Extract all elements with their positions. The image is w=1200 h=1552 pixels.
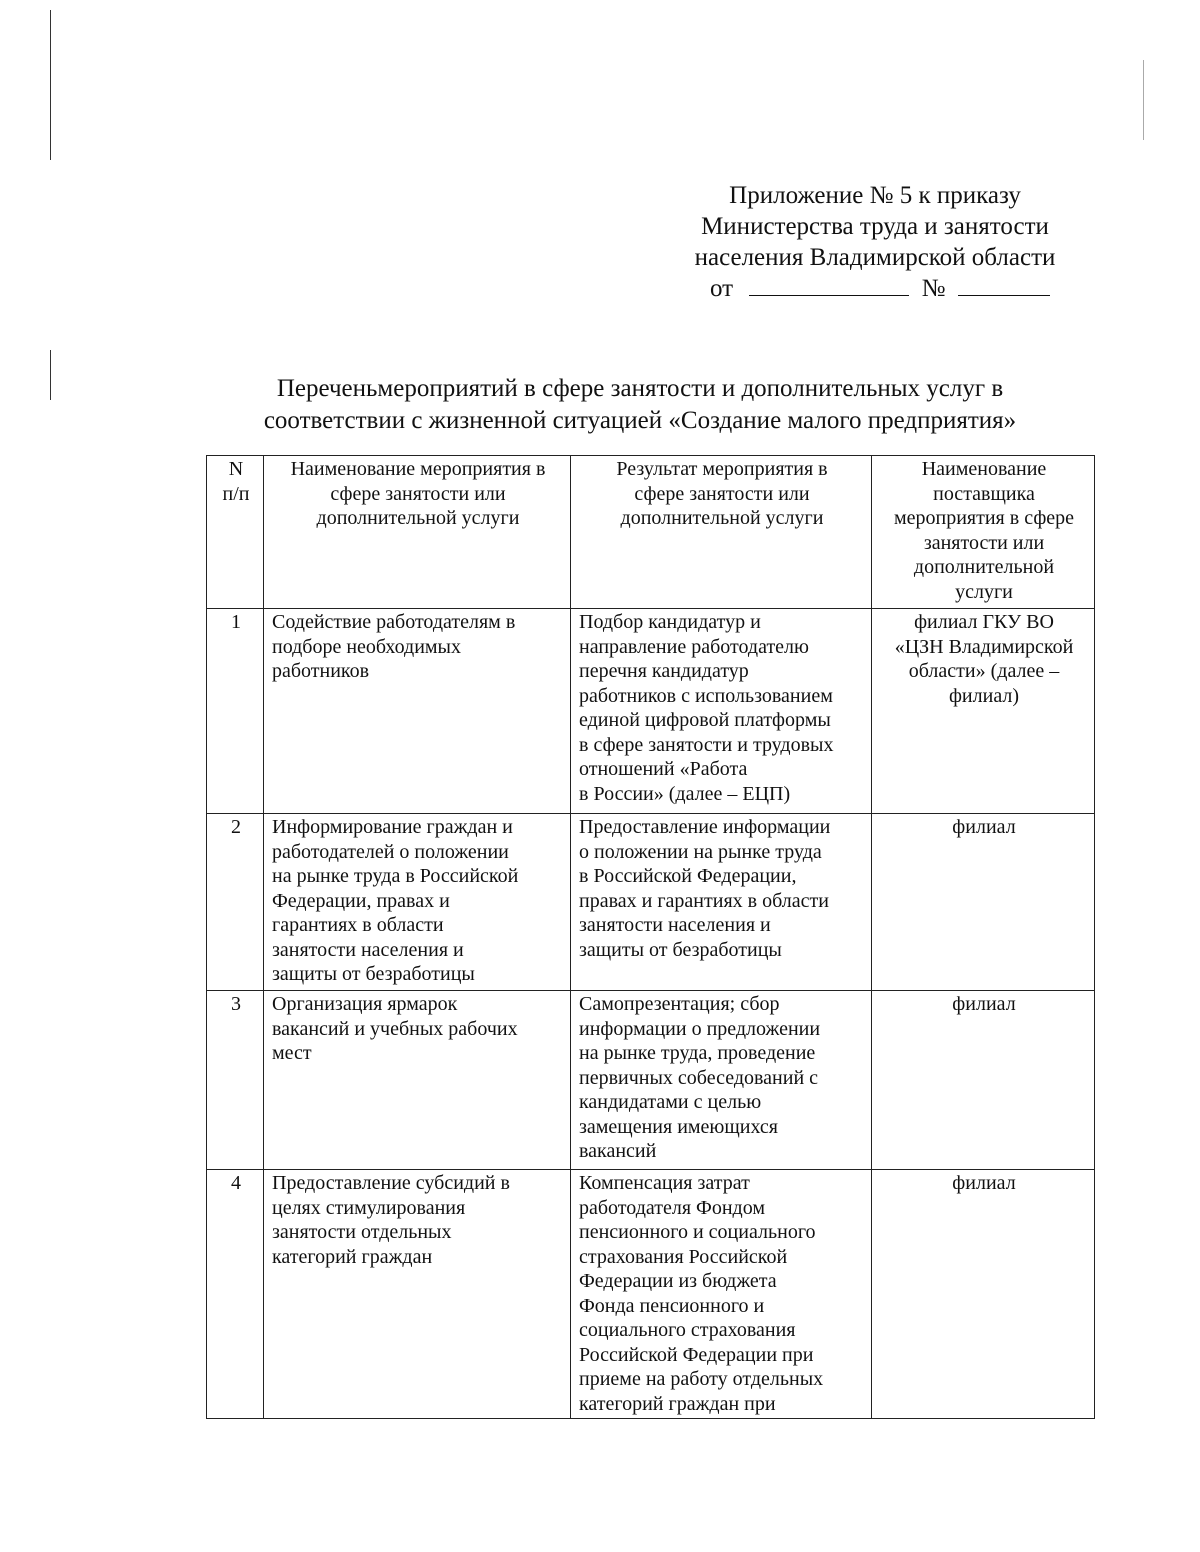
- event-name: [264, 814, 571, 991]
- scan-artifact: [1143, 60, 1144, 140]
- event-provider: [872, 1170, 1095, 1419]
- cell-text-line: п/п: [222, 482, 250, 505]
- cell-text-line: правах и гарантиях в области: [579, 889, 829, 912]
- cell-text-line: единой цифровой платформы: [579, 709, 831, 731]
- cell-text-line: кандидатами с целью: [579, 1091, 762, 1113]
- events-table: [206, 455, 1095, 1419]
- cell-text-line: в России» (далее – ЕЦП): [579, 782, 791, 805]
- event-result: [571, 609, 872, 814]
- cell-text-line: дополнительной услуги: [316, 507, 520, 529]
- cell-text-line: Российской Федерации при: [579, 1343, 814, 1366]
- cell-text-line: замещения имеющихся: [579, 1115, 778, 1138]
- header-line: Приложение № 5 к приказу: [729, 182, 1021, 209]
- event-name: [264, 1170, 571, 1419]
- cell-text-line: работодателей о положении: [272, 840, 509, 863]
- cell-text-line: филиал: [952, 816, 1016, 838]
- cell-text-line: работников с использованием: [579, 684, 833, 707]
- cell-text-line: первичных собеседований с: [579, 1066, 819, 1089]
- date-blank: [749, 273, 909, 296]
- cell-text-line: Подбор кандидатур и: [579, 611, 761, 633]
- event-result: [571, 814, 872, 991]
- event-name: [264, 991, 571, 1170]
- scan-artifact: [50, 10, 51, 160]
- cell-text-line: Компенсация затрат: [579, 1172, 750, 1194]
- cell-text-line: социального страхования: [579, 1319, 796, 1341]
- cell-text-line: «ЦЗН Владимирской: [894, 635, 1074, 658]
- table-row: [207, 991, 1095, 1170]
- cell-text-line: сфере занятости или: [330, 482, 506, 505]
- cell-text-line: Фонда пенсионного и: [579, 1294, 765, 1317]
- table-row: [207, 609, 1095, 814]
- document-title: [200, 373, 1080, 437]
- cell-text-line: гарантиях в области: [272, 914, 444, 936]
- cell-text-line: работодателя Фондом: [579, 1196, 765, 1219]
- appendix-header: [660, 180, 1090, 273]
- cell-text-line: занятости населения и: [579, 914, 771, 936]
- event-provider: [872, 609, 1095, 814]
- number-sign: №: [921, 275, 946, 302]
- event-name: [264, 609, 571, 814]
- cell-text-line: мест: [272, 1042, 312, 1064]
- cell-text-line: дополнительной услуги: [620, 507, 824, 529]
- cell-text-line: информации о предложении: [579, 1017, 821, 1040]
- header-line: населения Владимирской области: [694, 244, 1056, 271]
- cell-text-line: Предоставление субсидий в: [272, 1172, 510, 1194]
- date-prefix: от: [710, 275, 734, 302]
- cell-text-line: Федерации из бюджета: [579, 1270, 777, 1292]
- cell-text-line: филиал: [952, 1172, 1016, 1194]
- cell-text-line: Организация ярмарок: [272, 993, 458, 1015]
- table-row: [207, 814, 1095, 991]
- header-line: Министерства труда и занятости: [701, 213, 1049, 240]
- cell-text-line: страхования Российской: [579, 1245, 788, 1268]
- cell-text-line: занятости населения и: [272, 938, 464, 961]
- row-number: 1: [207, 609, 264, 814]
- header-provider: [872, 456, 1095, 609]
- table-row: [207, 1170, 1095, 1419]
- title-line: соответствии с жизненной ситуацией «Создание малого предприятия»: [263, 407, 1017, 434]
- event-provider: [872, 814, 1095, 991]
- event-result: [571, 991, 872, 1170]
- cell-text-line: о положении на рынке труда: [579, 840, 822, 863]
- order-date-line: [710, 273, 1050, 304]
- cell-text-line: на рынке труда, проведение: [579, 1042, 816, 1064]
- cell-text-line: филиал): [948, 684, 1020, 707]
- cell-text-line: Результат мероприятия в: [616, 458, 828, 480]
- cell-text-line: Наименование: [921, 458, 1047, 480]
- cell-text-line: области» (далее –: [908, 660, 1060, 682]
- cell-text-line: вакансий и учебных рабочих: [272, 1017, 518, 1040]
- cell-text-line: приеме на работу отдельных: [579, 1368, 824, 1390]
- cell-text-line: услуги: [955, 580, 1013, 603]
- scan-artifact: [50, 350, 51, 400]
- cell-text-line: в Российской Федерации,: [579, 865, 797, 887]
- cell-text-line: пенсионного и социального: [579, 1221, 816, 1243]
- cell-text-line: работников: [272, 660, 370, 682]
- row-number: 2: [207, 814, 264, 991]
- cell-text-line: филиал: [952, 993, 1016, 1015]
- cell-text-line: Информирование граждан и: [272, 816, 513, 838]
- cell-text-line: Предоставление информации: [579, 816, 831, 838]
- cell-text-line: дополнительной: [913, 556, 1055, 578]
- cell-text-line: направление работодателю: [579, 635, 809, 658]
- cell-text-line: сфере занятости или: [634, 482, 810, 505]
- cell-text-line: категорий граждан при: [579, 1392, 776, 1415]
- cell-text-line: Содействие работодателям в: [272, 611, 516, 633]
- cell-text-line: в сфере занятости и трудовых: [579, 733, 834, 756]
- cell-text-line: целях стимулирования: [272, 1196, 466, 1219]
- header-event-name: [264, 456, 571, 609]
- cell-text-line: на рынке труда в Российской: [272, 865, 519, 887]
- cell-text-line: отношений «Работа: [579, 758, 748, 780]
- cell-text-line: Наименование мероприятия в: [290, 458, 546, 480]
- row-number: 3: [207, 991, 264, 1170]
- cell-text-line: занятости отдельных: [272, 1221, 452, 1243]
- cell-text-line: защиты от безработицы: [579, 938, 782, 961]
- event-provider: [872, 991, 1095, 1170]
- cell-text-line: подборе необходимых: [272, 635, 461, 658]
- title-line: Переченьмероприятий в сфере занятости и дополнительных услуг в: [276, 375, 1004, 402]
- cell-text-line: Самопрезентация; сбор: [579, 993, 780, 1015]
- table-header-row: [207, 456, 1095, 609]
- header-event-result: [571, 456, 872, 609]
- cell-text-line: защиты от безработицы: [272, 963, 475, 985]
- cell-text-line: N: [228, 458, 244, 480]
- event-result: [571, 1170, 872, 1419]
- cell-text-line: вакансий: [579, 1140, 657, 1162]
- cell-text-line: перечня кандидатур: [579, 660, 749, 682]
- cell-text-line: Федерации, правах и: [272, 889, 450, 912]
- cell-text-line: занятости или: [923, 531, 1045, 554]
- row-number: 4: [207, 1170, 264, 1419]
- cell-text-line: поставщика: [933, 482, 1035, 505]
- cell-text-line: категорий граждан: [272, 1245, 433, 1268]
- cell-text-line: филиал ГКУ ВО: [914, 611, 1054, 633]
- cell-text-line: мероприятия в сфере: [893, 507, 1075, 529]
- number-blank: [958, 273, 1050, 296]
- header-number: [207, 456, 264, 609]
